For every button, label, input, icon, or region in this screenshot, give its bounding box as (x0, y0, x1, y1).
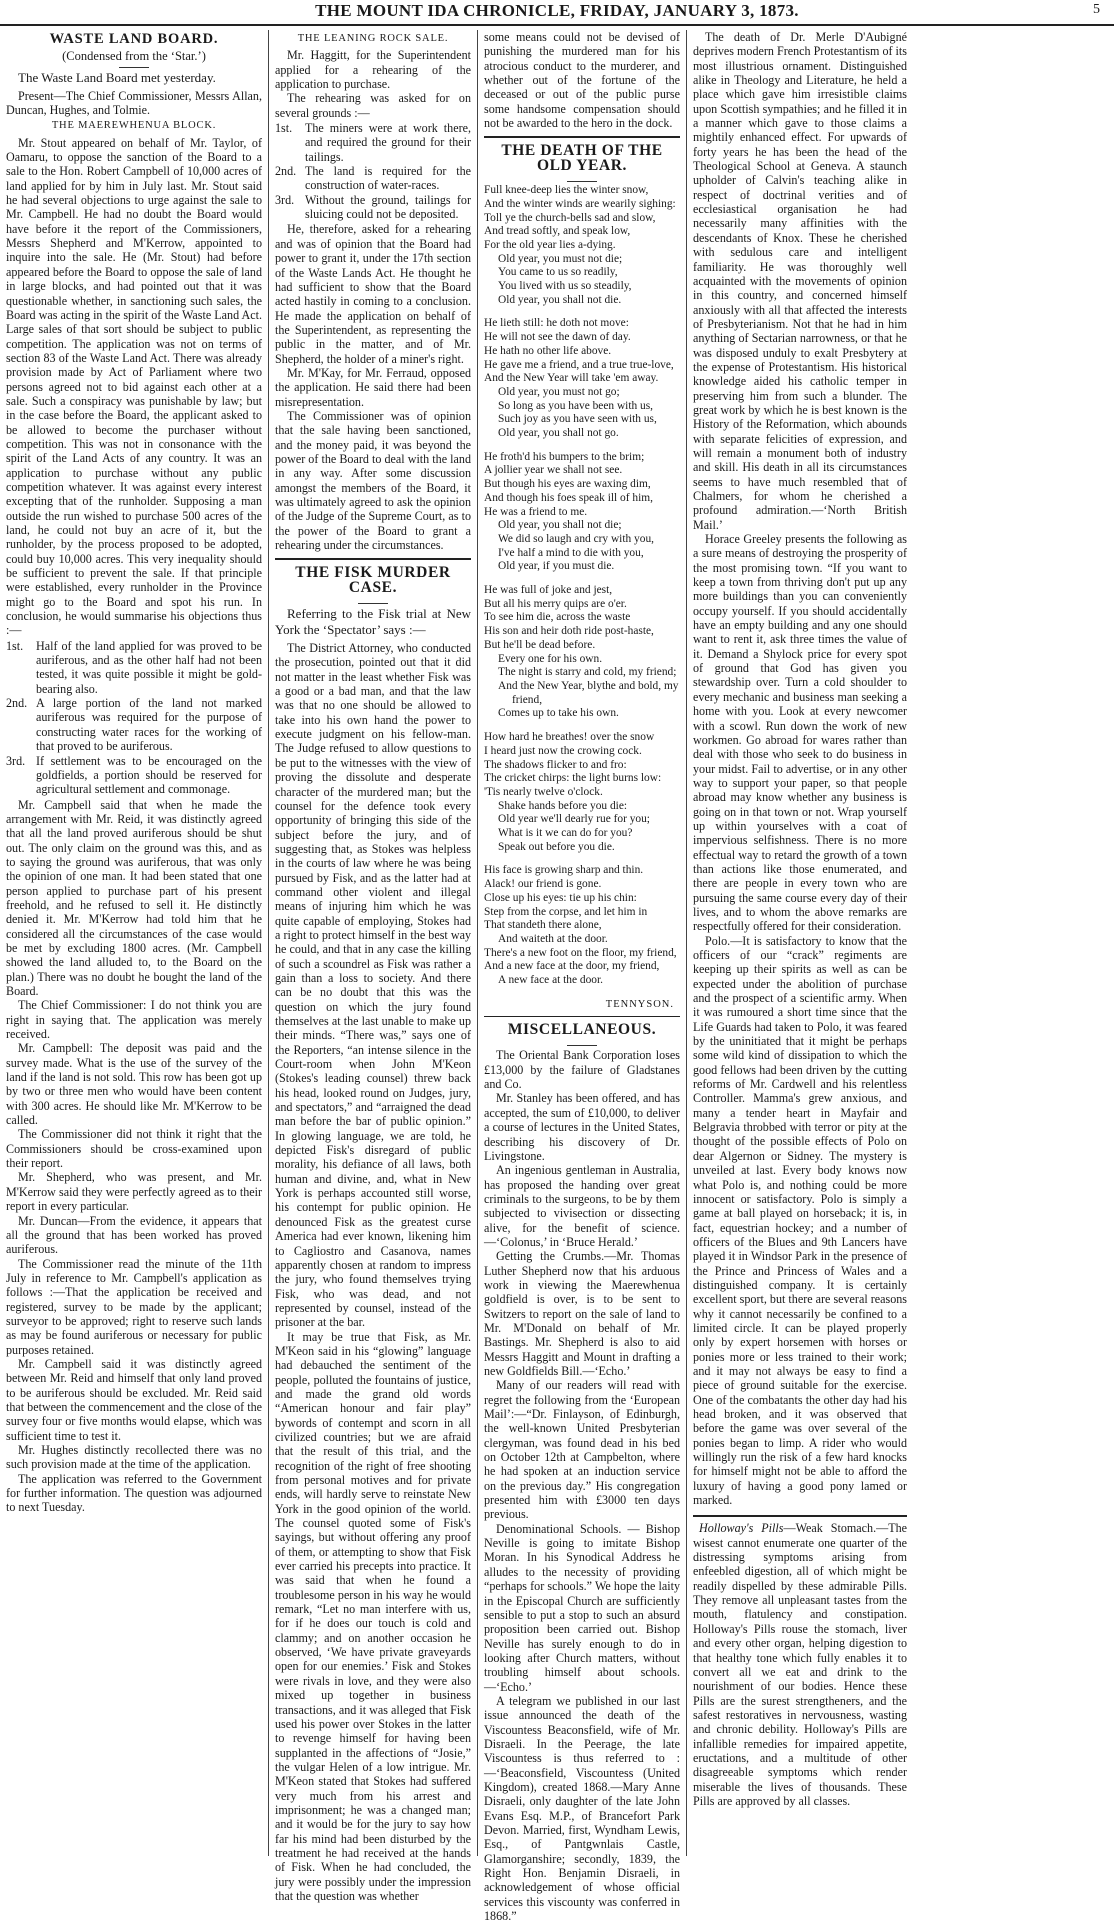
intro-line: The Waste Land Board met yesterday. (18, 69, 216, 85)
poem-stanza (484, 584, 680, 721)
source-credit: (Condensed from the ‘Star.’) (62, 49, 206, 64)
poem-line: He lieth still: he doth not move: (484, 317, 629, 330)
fisk-murder-heading: THE FISK MURDER CASE. (295, 564, 451, 596)
news-item: Denominational Schools. — Bishop Neville is going to imitate Bishop Moran. In his Synodical Address he alludes to the necessity of providing “perhaps for schools.” We hope the laity in the Episcopal Church are sufficiently sensible to put a stop to such an absurd proposition been carried out. Bishop Neville has surely enough to do in looking after Church matters, without troubling himself about schools.—‘Echo.’ (484, 1521, 680, 1694)
poem-author: TENNYSON. (605, 998, 674, 1010)
poem-line: His son and heir doth ride post-haste, (484, 625, 654, 638)
article-paragraph: The Commissioner did not think it right that the Commissioners should be cross-examined upon their report. (6, 1127, 262, 1171)
news-item: An ingenious gentleman in Australia, has proposed the handing over great criminals to the surgeons, to be by them subjected to vivisection or dissecting alive, for the benefit of science.—‘Colonus,’ in ‘Bruce Herald.’ (484, 1163, 680, 1249)
poem (484, 184, 680, 988)
column-divider (477, 30, 478, 1856)
news-item: A telegram we published in our last issue announced the death of the Viscountess Beaconsfield, wife of Mr. Disraeli. In the Peerage, the late Viscountess is thus referred to :—‘Beaconsfield, Viscountess (United Kingdom), created 1868.—Mary Anne Disraeli, only daughter of the late John Evans Esq. M.P., of Brancefort Park Devon. Married, first, Wyndham Lewis, Esq., of Pantgwnlais Castle, Glamorganshire; secondly, 1839, the Right Hon. Benjamin Disraeli, in acknowledgement of whose official services this viscounty was conferred in 1868.” (484, 1693, 680, 1923)
poem-line: To see him die, across the waste (484, 611, 631, 624)
poem-line: And waiteth at the door. (498, 932, 608, 945)
masthead (0, 0, 1114, 26)
poem-line: Full knee-deep lies the winter snow, (484, 184, 649, 197)
poem-line: You lived with us so steadily, (498, 280, 632, 293)
poem-line: For the old year lies a-dying. (484, 238, 616, 251)
poem-line: Old year, you must not die; (498, 252, 623, 265)
poem-line: Old year we'll dearly rue for you; (498, 813, 650, 826)
section-divider (484, 1016, 680, 1017)
short-divider (567, 181, 597, 182)
article-paragraph: Mr. Hughes distinctly recollected there was no such provision made at the time of the application. (6, 1443, 262, 1472)
poem-line: You came to us so readily, (498, 266, 618, 279)
column-1 (6, 30, 262, 1856)
poem-line: He gave me a friend, and a true true-love, (484, 358, 674, 371)
news-item: Many of our readers will read with regret the following from the ‘European Mail’:—“Dr. Finlayson, of Edinburgh, the well-known United Presbyterian clergyman, was found dead in his bed on October 12th at Campbelton, where he had spoken at an induction service on the previous day.” His congregation presented him with £3000 ten days previous. (484, 1378, 680, 1522)
grounds-list (275, 121, 471, 221)
article-paragraph: Mr. Duncan—From the evidence, it appears that all the ground that has been worked has proved auriferous. (6, 1213, 262, 1257)
ad-title: Holloway's Pills (699, 1521, 784, 1536)
poem-stanza (484, 451, 680, 574)
short-divider (358, 603, 388, 604)
poem-line: Close up his eyes: tie up his chin: (484, 891, 637, 904)
poem-line: But though his eyes are waxing dim, (484, 478, 651, 491)
article-paragraph: The Commissioner was of opinion that the sale having been sanctioned, and the money paid, it was beyond the power of the Board to deal with the land in any way. After some discussion amongst the members of the Board, it was ultimately agreed to ask the opinion of the Judge of the Supreme Court, as to the power of the Board to grant a rehearing under the circumstances. (275, 408, 471, 553)
poem-line: And a new face at the door, my friend, (484, 960, 660, 973)
poem-line: A new face at the door. (498, 974, 604, 987)
poem-stanza (484, 317, 680, 440)
list-item: 3rd. Without the ground, tailings for sluicing could not be deposited. (275, 192, 471, 222)
article-continuation: some means could not be devised of punishing the murdered man for his atrocious conduct to the murderer, and whether out of the fortune of the deceased or out of the public purse some handsome compensation should not be awarded to the hero in the dock. (484, 30, 680, 131)
poem-stanza (484, 184, 680, 307)
poem-line: That standeth there alone, (484, 919, 602, 932)
poem-line: How hard he breathes! over the snow (484, 731, 655, 744)
poem-line: I heard just now the crowing cock. (484, 744, 642, 757)
poem-line: The night is starry and cold, my friend; (498, 666, 677, 679)
poem-title: THE DEATH OF THE OLD YEAR. (501, 142, 663, 174)
poem-line: What is it we can do for you? (498, 827, 633, 840)
column-3 (484, 30, 680, 1923)
poem-line: friend, (512, 693, 543, 706)
poem-line: 'Tis nearly twelve o'clock. (484, 785, 603, 798)
article-paragraph: Mr. Haggitt, for the Superintendent applied for a rehearing of the application to purchase. (275, 48, 471, 92)
poem-line: We did so laugh and cry with you, (498, 532, 654, 545)
poem-stanza (484, 731, 680, 854)
article-paragraph: The Commissioner read the minute of the 11th July in reference to Mr. Campbell's application as follows :—That the application be received and registered, survey to be made by the applicant; surveyor to be approved; right to reserve such lands as may be found auriferous or necessary for public purposes retained. (6, 1256, 262, 1357)
poem-stanza (484, 864, 680, 987)
masthead-title: THE MOUNT IDA CHRONICLE, FRIDAY, JANUARY 3, 1873. (315, 1, 799, 20)
article-paragraph: Mr. Shepherd, who was present, and Mr. M'Kerrow said they were perfectly agreed as to their report in every particular. (6, 1170, 262, 1214)
poem-line: Alack! our friend is gone. (484, 878, 602, 891)
poem-line: Old year, you shall not die. (498, 293, 622, 306)
poem-line: And the New Year will take 'em away. (484, 372, 659, 385)
article-paragraph: The rehearing was asked for on several grounds :— (275, 91, 471, 120)
poem-line: Step from the corpse, and let him in (484, 905, 648, 918)
poem-line: Toll ye the church-bells sad and slow, (484, 211, 656, 224)
news-item: Getting the Crumbs.—Mr. Thomas Luther Shepherd now that his arduous work in viewing the Maerewhenua goldfield is over, is to be sent to Switzers to report on the sale of land to Mr. M'Donald on behalf of Mr. Bastings. Mr. Shepherd is also to aid Messrs Haggitt and Mount in drafting a new Goldfields Bill.—‘Echo.’ (484, 1249, 680, 1379)
poem-line: Old year, you shall not die; (498, 519, 622, 532)
poem-line: And the winter winds are wearily sighing: (484, 197, 676, 210)
article-paragraph: Mr. Campbell said it was distinctly agreed between Mr. Reid and himself that only land proved to be auriferous should be excluded. Mr. Reid said that between the commencement and the close of the survey four or five months would elapse, which was sufficient time to test it. (6, 1356, 262, 1443)
page-number: 5 (1093, 2, 1100, 17)
news-item: The Oriental Bank Corporation loses £13,000 by the failure of Gladstanes and Co. (484, 1048, 680, 1092)
article-paragraph: Polo.—It is satisfactory to know that the officers of our “crack” regiments are keeping up their spirits as well as can be expected under the abolition of purchase and the prospect of a scientific army. When it was rumoured a short time since that the Life Guards had taken to Polo, it was feared by the uninitiated that it might be perhaps some wild kind of dissipation to which the good fellows had been driven by the cutting reforms of Mr. Cardwell and his relentless Controller. Mamma's grew anxious, and many a tender heart in Mayfair and Belgravia throbbed with terror or pity at the thought of the possible effects of Polo on dear Algernon or Sidney. The mystery is unveiled at last. Every body knows now what Polo is, and nothing could be more innocent or satisfactory. Polo is simply a game at ball played on horseback; it is, in fact, equestrian hockey; and a number of officers of the Blues and 9th Lancers have played it in Windsor Park in the presence of the Prince and Princess of Wales and a distinguished company. It is certainly excellent sport, but there are several reasons why it cannot necessarily be confined to a limited circle. It can be played properly only by expert horsemen with horses or ponies more or less trained to their work; and it may not always be easy to find a piece of ground suitable for the exercise. One of the combatants the other day had his head broken, and it was observed that before the game was over several of the ponies began to limp. A rider who would willingly run the risk of a few hard knocks for himself might not be able to afford the luxury of having a good pony lamed or marked. (693, 933, 907, 1508)
poem-line: Old year, you must not go; (498, 385, 620, 398)
section-divider (275, 558, 471, 560)
fisk-lead: Referring to the Fisk trial at New York the ‘Spectator’ says :— (275, 606, 471, 638)
poem-line: So long as you have been with us, (498, 399, 654, 412)
article-paragraph: The Chief Commissioner: I do not think you are right in saying that. The application was merely received. (6, 998, 262, 1042)
poem-line: He will not see the dawn of day. (484, 331, 631, 344)
ad-text (693, 1521, 907, 1808)
poem-line: Speak out before you die. (498, 840, 615, 853)
ad-body: —Weak Stomach.—The wisest cannot enumerate one quarter of the distressing symptoms arising from enfeebled digestion, all of which might be readily dispelled by these admirable Pills. They remove all unpleasant tastes from the mouth, flatulency and constipation. Holloway's Pills rouse the stomach, liver and every other organ, helping digestion to that healthy tone which fully enables it to convert all we eat and drink to the nourishment of our bodies. Hence these Pills are the surest strengtheners, and the safest restoratives in nervousness, wasting and chronic debility. Holloway's Pills are infallible remedies for impaired appetite, eructations, and a multitude of other disagreeable symptoms which render miserable the lives of thousands. These Pills are approved by all classes. (693, 1521, 907, 1808)
news-item: Mr. Stanley has been offered, and has accepted, the sum of £10,000, to deliver a course of lectures in the United States, describing his discovery of Dr. Livingstone. (484, 1091, 680, 1163)
poem-line: I've half a mind to die with you, (498, 546, 644, 559)
article-paragraph: Mr. Campbell said that when he made the arrangement with Mr. Reid, it was distinctly agreed that all the land proved auriferous should be shut out. The only claim on the ground was this, and as to saying the ground was auriferous, that was only the opinion of one man. It had been stated that one person applied to purchase part of his present freehold, and he refused to sell it. He distinctly denied it. Mr. M'Kerrow had told him that he considered all the circumstances of the case would be met by excluding 1800 acres. (Mr. Campbell showed the land alluded to, to the Board on the plan.) There was no doubt he bought the land of the Board. (6, 797, 262, 998)
poem-line: A jollier year we shall not see. (484, 464, 623, 477)
poem-line: There's a new foot on the floor, my friend, (484, 946, 677, 959)
poem-line: The cricket chirps: the light burns low: (484, 772, 662, 785)
poem-line: He hath no other life above. (484, 344, 612, 357)
column-2 (275, 30, 471, 1903)
poem-line: Old year, if you must die. (498, 560, 615, 573)
poem-line: Every one for his own. (498, 652, 603, 665)
advertisement (693, 1515, 907, 1808)
column-divider (268, 30, 269, 1856)
poem-line: But all his merry quips are o'er. (484, 597, 627, 610)
list-item: 1st. The miners were at work there, and required the ground for their tailings. (275, 121, 471, 164)
poem-line: Shake hands before you die: (498, 799, 628, 812)
list-item: 1st. Half of the land applied for was proved to be auriferous, and as the other half had not been tested, it was quite possible it might be gold-bearing also. (6, 638, 262, 696)
list-item: 2nd. The land is required for the construction of water-races. (275, 164, 471, 193)
waste-land-board-heading: WASTE LAND BOARD. (49, 31, 219, 47)
column-divider (686, 30, 687, 1856)
poem-line: His face is growing sharp and thin. (484, 864, 644, 877)
poem-line: Comes up to take his own. (498, 707, 619, 720)
poem-line: And the New Year, blythe and bold, my (498, 680, 679, 692)
poem-line: The shadows flicker to and fro: (484, 758, 627, 771)
objections-list (6, 639, 262, 797)
short-divider (567, 1045, 597, 1046)
list-item: 3rd. If settlement was to be encouraged on the goldfields, a portion should be reserved for agricultural settlement and commonage. (6, 753, 262, 797)
poem-line: He was a friend to me. (484, 505, 588, 518)
article-paragraph: It may be true that Fisk, as Mr. M'Keon said in his “glowing” language had debauched the sentiment of the people, polluted the fountains of justice, and made the grand old words “American honour and fair play” bywords of contempt and scorn in all civilized countries; but we are afraid that the result of this trial, and the recognition of the right of free shooting from personal motives and for private ends, will hardly serve to reinstate New York in the good opinion of the world. The counsel quoted some of Fisk's sayings, but without offering any proof of them, or attempting to show that Fisk ever carried his precepts into practice. It was said that when he found a troublesome person in his way he would remark, “Let no man interfere with us, for if he does our touch is cold and clammy; and on another occasion he observed, ‘We have private graveyards open for our enemies.’ Fisk and Stokes were rivals in love, and they were also mixed up together in business transactions, and it was alleged that Fisk used his power over Stokes in the latter to revenge himself for having been supplanted in the affections of “Josie,” the vulgar Helen of a low intrigue. Mr. M'Keon stated that Stokes had suffered very much from his arrest and imprisonment; he was a changed man; and it would be for the jury to say how far his mind had been disturbed by the treatment he had received at the hands of Fisk. When he had concluded, the jury were possibly under the impression that the question was whether (275, 1329, 471, 1903)
poem-line: He was full of joke and jest, (484, 584, 613, 597)
poem-line: Such joy as you have seen with us, (498, 413, 657, 426)
article-paragraph: He, therefore, asked for a rehearing and was of opinion that the Board had power to grant it, under the 17th section of the Waste Lands Act. He thought he had sufficient to show that the Board acted hastily in coming to a conclusion. He made the application on behalf of the Superintendent, as representing the public in the matter, and of Mr. Shepherd, the holder of a miner's right. (275, 222, 471, 366)
section-divider (484, 136, 680, 138)
short-divider (119, 67, 149, 68)
article-paragraph: Mr. Campbell: The deposit was paid and the survey made. What is the use of the survey of the land if the land is not sold. This row has been got up by two or three men who would have been content with 300 acres. He should like Mr. M'Kerrow to be called. (6, 1041, 262, 1128)
column-4 (693, 30, 907, 1856)
list-item: 2nd. A large portion of the land not marked auriferous was required for the purpose of constructing water races for the working of that proved to be auriferous. (6, 696, 262, 754)
article-paragraph: Horace Greeley presents the following as a sure means of destroying the prosperity of the most promising town. “If you want to keep a town from thriving don't put up any more buildings than you can conveniently occupy yourself. If you should accidentally have an empty building and any one should want to rent it, ask three times the value of it. Demand a Shylock price for every spot of ground that God has given you stewardship over. Turn a cold shoulder to every mechanic and business man seeking a home with you. Look at every newcomer with a scowl. Run down the work of new workmen. Go abroad for wares rather than deal with those who seek to do business in your midst. Fail to advertise, or in any other way to support your paper, so that people abroad may know whether any business is going on in that town or not. Wrap yourself up within yourselves with a coat of impervious selfishness. There is no more effectual way to retard the growth of a town than actions like those enumerated, and there are people in every town who are pursuing the same course every day of their lives, and to whom the above remarks are respectfully offered for their consideration. (693, 532, 907, 934)
poem-line: Old year, you shall not go. (498, 427, 619, 440)
poem-line: He froth'd his bumpers to the brim; (484, 450, 645, 463)
attendance-paragraph: Present—The Chief Commissioner, Messrs Allan, Duncan, Hughes, and Tolmie. (6, 88, 262, 118)
maerewhenua-block-heading: THE MAEREWHENUA BLOCK. (51, 120, 217, 132)
poem-line: And though his foes speak ill of him, (484, 491, 653, 504)
poem-line: But he'll be dead before. (484, 638, 596, 651)
article-paragraph: The District Attorney, who conducted the prosecution, pointed out that it did not matter in the least whether Fisk was a good or a bad man, and that the law was that no one should be allowed to take into his own hand the power to execute judgment on his fellow-man. The Judge refused to allow questions to be put to the witnesses with the view of proving the dissolute and desperate character of the murdered man; but the counsel for the defence took every opportunity of bringing this side of the subject before the jury, and of suggesting that, as Stokes was helpless in the courts of law where he was being pursued by Fisk, and as the latter had at command other violent and illegal means of injuring him which he was quite capable of employing, Stokes had a right to protect himself in the best way he could, and that in any case the killing of such a scoundrel as Fisk was rather a gain than a loss to society. And there can be no doubt that this was the question on which the jury found themselves at the last unable to make up their minds. “There was,” says one of the Reporters, “an intense silence in the Court-room when John M'Keon (Stokes's leading counsel) threw back his head, looked round on Judges, jury, and spectators,” and “arraigned the dead man before the bar of public opinion.” In glowing language, we are told, he depicted Fisk's disregard of public morality, his defiance of all laws, both human and divine, and, what in New York is perhaps accounted still worse, his contempt for public opinion. He denounced Fisk as the greatest curse America had ever known, likening him to Cagliostro and Casanova, names apparently chosen at random to impress the jury, who found themselves trying Fisk, who was dead, and not represented by counsel, instead of the prisoner at the bar. (275, 641, 471, 1330)
article-paragraph: The death of Dr. Merle D'Aubigné deprives modern French Protestantism of its most illustrious ornament. Distinguished alike in Theology and Literature, he held a place which gave him irresistible claims upon Scottish sympathies; and he filled it in a manner which gave to those claims a mightily enhanced effect. For upwards of forty years he has been the head of the Theological School at Geneva. A staunch upholder of Calvin's teaching alike in respect of doctrinal verities and of ecclesiastical organisation he had necessarily many affinities with the descendants of Knox. These he cherished with sedulous care and intelligent familiarity. He was thoroughly well acquainted with the movements of opinion in this country, and concerned himself anxiously with all that affected the interests of Presbyterianism. Not that he had in him anything of Sectarian narrowness, or that he was disposed unduly to exalt Presbytery at the expense of Protestantism. His historical knowledge aided his catholic temper in preserving him from such a blunder. The great work by which he is best known is the History of the Reformation, which abounds with separate felicities of expression, and will remain a monument both of industry and skill. His death in all its circumstances seems to have much resembled that of Chalmers, for whom he cherished a profound admiration.—‘North British Mail.’ (693, 30, 907, 532)
article-paragraph: Mr. Stout appeared on behalf of Mr. Taylor, of Oamaru, to oppose the sanction of the Board to a sale to the Hon. Robert Campbell of 10,000 acres of land applied for by him in July last. Mr. Stout said he had several objections to urge against the sale to Mr. Campbell. He had no doubt the Board would have before it the report of the Commissioners, Messrs Shepherd and M'Kerrow, appointed to inquire into the sale. He (Mr. Stout) had before appeared before the Board to oppose the sale of land in large blocks, and had pointed out that it was questionable whether, in sanctioning such sales, the Board was acting in the spirit of the Waste Land Act. Large sales of that sort should be subject to public competition. The application was not on terms of section 83 of the Waste Land Act. There was already provision made by Act of Parliament where two persons agreed not to bid against each other at a sale. Such a conspiracy was punishable by law; but in the case before the Board, the applicant asked to be allowed to become the purchaser without competition. This was not in consonance with the spirit of the Land Acts of any country. It was an application to purchase without any public competition whatever. It was against every interest excepting that of the runholder. Supposing a man outside the run wished to purchase 500 acres of the land, he could not buy an acre of it, but the runholder, by the process proposed to be adopted, could buy 10,000 acres. This very inequality should be sufficient to prevent the sale. If that principle were established, every runholder in the Province might go to the Board and spot his run. In conclusion, he would summarise his objections thus :— (6, 135, 262, 638)
miscellaneous-heading: MISCELLANEOUS. (507, 1021, 657, 1039)
poem-line: And tread softly, and speak low, (484, 225, 631, 238)
article-paragraph: The application was referred to the Government for further information. The question was adjourned to next Tuesday. (6, 1471, 262, 1515)
leaning-rock-heading: THE LEANING ROCK SALE. (297, 33, 449, 44)
article-paragraph: Mr. M'Kay, for Mr. Ferraud, opposed the application. He said there had been misrepresentation. (275, 365, 471, 409)
